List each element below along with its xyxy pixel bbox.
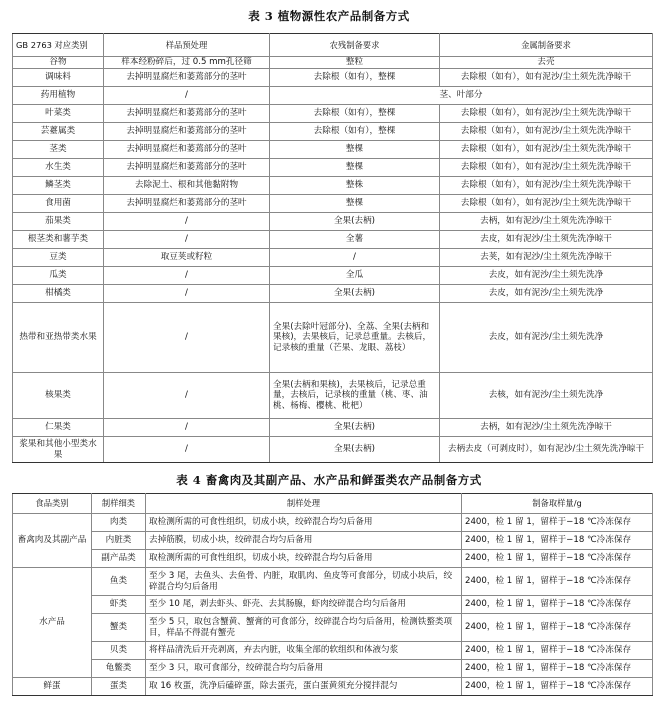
table-row [13, 596, 653, 614]
metal-requirement-cell: 去皮，如有泥沙/尘土须先洗净 [440, 303, 653, 373]
residue-requirement-cell: 全果(去除叶冠部分)、全荔、全果(去柄和果核)，去果核后，记录总重量。去核后，记录核的重量（芒果、龙眼、荔枝） [270, 303, 440, 373]
metal-requirement-cell: 去除根（如有），如有泥沙/尘土须先洗净晾干 [440, 195, 653, 213]
table-row [13, 678, 653, 696]
food-category-cell: 鲜蛋 [13, 678, 92, 696]
table-row [13, 532, 653, 550]
processing-cell: 至少 3 尾，去鱼头、去鱼骨、内脏，取肌肉、鱼皮等可食部分，切成小块后，绞碎混合均匀后备用 [146, 568, 462, 596]
category-cell: 仁果类 [13, 419, 104, 437]
table-row [13, 285, 653, 303]
table-header-row [13, 494, 653, 514]
table-row [13, 660, 653, 678]
pretreatment-cell: 去掉明显腐烂和萎蔫部分的茎叶 [104, 195, 270, 213]
food-category-cell: 水产品 [13, 568, 92, 678]
sample-amount-cell: 2400，检 1 留 1，留样于−18 ℃冷冻保存 [462, 614, 653, 642]
category-cell: 药用植物 [13, 87, 104, 105]
category-cell: 芸薹属类 [13, 123, 104, 141]
table-row [13, 159, 653, 177]
table-row [13, 550, 653, 568]
pretreatment-cell: / [104, 285, 270, 303]
metal-requirement-cell: 去荚，如有泥沙/尘土须先洗净晾干 [440, 249, 653, 267]
column-header: 制备取样量/g [462, 494, 653, 514]
subcategory-cell: 蟹类 [92, 614, 146, 642]
category-cell: 浆果和其他小型类水果 [13, 437, 104, 463]
table-row [13, 373, 653, 419]
column-header: 样品预处理 [104, 34, 270, 57]
column-header: GB 2763 对应类别 [13, 34, 104, 57]
processing-cell: 取 16 枚蛋，洗净后磕碎蛋，除去蛋壳，蛋白蛋黄须充分搅拌混匀 [146, 678, 462, 696]
pretreatment-cell: / [104, 213, 270, 231]
metal-requirement-cell: 去柄去皮（可剥皮时），如有泥沙/尘土须先洗净晾干 [440, 437, 653, 463]
metal-requirement-cell: 去除根（如有），如有泥沙/尘土须先洗净晾干 [440, 141, 653, 159]
pretreatment-cell: 去掉明显腐烂和萎蔫部分的茎叶 [104, 159, 270, 177]
pretreatment-cell: 样本经粉碎后，过 0.5 mm孔径筛 [104, 57, 270, 69]
sample-amount-cell: 2400，检 1 留 1，留样于−18 ℃冷冻保存 [462, 596, 653, 614]
category-cell: 根茎类和薯芋类 [13, 231, 104, 249]
category-cell: 柑橘类 [13, 285, 104, 303]
residue-requirement-cell: 全果(去柄和果核)，去果核后，记录总重量，去核后，记录核的重量（桃、枣、油桃、杨梅、樱桃、枇杷） [270, 373, 440, 419]
sample-amount-cell: 2400，检 1 留 1，留样于−18 ℃冷冻保存 [462, 514, 653, 532]
category-cell: 瓜类 [13, 267, 104, 285]
sample-amount-cell: 2400，检 1 留 1，留样于−18 ℃冷冻保存 [462, 642, 653, 660]
metal-requirement-cell: 去除根（如有），如有泥沙/尘土须先洗净晾干 [440, 123, 653, 141]
sample-amount-cell: 2400，检 1 留 1，留样于−18 ℃冷冻保存 [462, 678, 653, 696]
column-header: 制样处理 [146, 494, 462, 514]
table-row [13, 231, 653, 249]
metal-requirement-cell: 去壳 [440, 57, 653, 69]
processing-cell: 至少 10 尾，剥去虾头、虾壳、去其肠腺，虾肉绞碎混合均匀后备用 [146, 596, 462, 614]
table-row [13, 105, 653, 123]
pretreatment-cell: 去掉明显腐烂和萎蔫部分的茎叶 [104, 105, 270, 123]
food-category-cell: 畜禽肉及其副产品 [13, 514, 92, 568]
pretreatment-cell: 取豆荚或籽粒 [104, 249, 270, 267]
category-cell: 水生类 [13, 159, 104, 177]
table3-plant-products [12, 33, 653, 463]
subcategory-cell: 内脏类 [92, 532, 146, 550]
pretreatment-cell: / [104, 373, 270, 419]
category-cell: 调味料 [13, 69, 104, 87]
subcategory-cell: 龟鳖类 [92, 660, 146, 678]
pretreatment-cell: / [104, 87, 270, 105]
category-cell: 鳞茎类 [13, 177, 104, 195]
merged-requirement-cell: 茎、叶部分 [270, 87, 653, 105]
pretreatment-cell: 去除泥土、根和其他黏附物 [104, 177, 270, 195]
processing-cell: 取检测所需的可食性组织，切成小块，绞碎混合均匀后备用 [146, 550, 462, 568]
metal-requirement-cell: 去皮，如有泥沙/尘土须先洗净晾干 [440, 231, 653, 249]
residue-requirement-cell: 去除根（如有），整棵 [270, 69, 440, 87]
category-cell: 茄果类 [13, 213, 104, 231]
metal-requirement-cell: 去柄，如有泥沙/尘土须先洗净晾干 [440, 419, 653, 437]
table-row [13, 177, 653, 195]
pretreatment-cell: / [104, 267, 270, 285]
subcategory-cell: 虾类 [92, 596, 146, 614]
subcategory-cell: 肉类 [92, 514, 146, 532]
metal-requirement-cell: 去核，如有泥沙/尘土须先洗净 [440, 373, 653, 419]
processing-cell: 去掉筋膜，切成小块，绞碎混合均匀后备用 [146, 532, 462, 550]
table-row [13, 642, 653, 660]
pretreatment-cell: / [104, 419, 270, 437]
residue-requirement-cell: 全瓜 [270, 267, 440, 285]
processing-cell: 至少 3 只，取可食部分，绞碎混合均匀后备用 [146, 660, 462, 678]
metal-requirement-cell: 去柄，如有泥沙/尘土须先洗净晾干 [440, 213, 653, 231]
table-row [13, 303, 653, 373]
table-row [13, 57, 653, 69]
subcategory-cell: 蛋类 [92, 678, 146, 696]
subcategory-cell: 贝类 [92, 642, 146, 660]
table-header-row [13, 34, 653, 57]
sample-amount-cell: 2400，检 1 留 1，留样于−18 ℃冷冻保存 [462, 568, 653, 596]
residue-requirement-cell: 去除根（如有），整棵 [270, 123, 440, 141]
residue-requirement-cell: / [270, 249, 440, 267]
metal-requirement-cell: 去皮，如有泥沙/尘土须先洗净 [440, 285, 653, 303]
category-cell: 豆类 [13, 249, 104, 267]
subcategory-cell: 副产品类 [92, 550, 146, 568]
table3-caption: 表 3 植物源性农产品制备方式 [248, 9, 410, 23]
metal-requirement-cell: 去除根（如有），如有泥沙/尘土须先洗净晾干 [440, 69, 653, 87]
pretreatment-cell: 去掉明显腐烂和萎蔫部分的茎叶 [104, 141, 270, 159]
table-row [13, 69, 653, 87]
table4-animal-products [12, 493, 653, 696]
column-header: 农残制备要求 [270, 34, 440, 57]
residue-requirement-cell: 全果(去柄) [270, 437, 440, 463]
table4-caption: 表 4 畜禽肉及其副产品、水产品和鲜蛋类农产品制备方式 [176, 473, 482, 487]
residue-requirement-cell: 整粒 [270, 57, 440, 69]
table-row [13, 514, 653, 532]
subcategory-cell: 鱼类 [92, 568, 146, 596]
table-row [13, 419, 653, 437]
table-row [13, 123, 653, 141]
residue-requirement-cell: 全果(去柄) [270, 285, 440, 303]
residue-requirement-cell: 整株 [270, 177, 440, 195]
residue-requirement-cell: 去除根（如有），整棵 [270, 105, 440, 123]
table-row [13, 87, 653, 105]
table-row [13, 141, 653, 159]
category-cell: 食用菌 [13, 195, 104, 213]
metal-requirement-cell: 去除根（如有），如有泥沙/尘土须先洗净晾干 [440, 159, 653, 177]
table-row [13, 249, 653, 267]
residue-requirement-cell: 整棵 [270, 159, 440, 177]
table-row [13, 213, 653, 231]
metal-requirement-cell: 去除根（如有），如有泥沙/尘土须先洗净晾干 [440, 177, 653, 195]
processing-cell: 将样品清洗后开壳剥离，弃去内脏，收集全部的软组织和体液匀浆 [146, 642, 462, 660]
column-header: 制样细类 [92, 494, 146, 514]
metal-requirement-cell: 去除根（如有），如有泥沙/尘土须先洗净晾干 [440, 105, 653, 123]
pretreatment-cell: 去掉明显腐烂和萎蔫部分的茎叶 [104, 123, 270, 141]
category-cell: 茎类 [13, 141, 104, 159]
pretreatment-cell: / [104, 231, 270, 249]
column-header: 食品类别 [13, 494, 92, 514]
category-cell: 核果类 [13, 373, 104, 419]
sample-amount-cell: 2400，检 1 留 1，留样于−18 ℃冷冻保存 [462, 532, 653, 550]
table-row [13, 195, 653, 213]
category-cell: 叶菜类 [13, 105, 104, 123]
processing-cell: 取检测所需的可食性组织，切成小块，绞碎混合均匀后备用 [146, 514, 462, 532]
sample-amount-cell: 2400，检 1 留 1，留样于−18 ℃冷冻保存 [462, 550, 653, 568]
metal-requirement-cell: 去皮，如有泥沙/尘土须先洗净 [440, 267, 653, 285]
pretreatment-cell: / [104, 303, 270, 373]
residue-requirement-cell: 整棵 [270, 141, 440, 159]
pretreatment-cell: 去掉明显腐烂和萎蔫部分的茎叶 [104, 69, 270, 87]
processing-cell: 至少 5 只，取包含蟹黄、蟹膏的可食部分，绞碎混合均匀后备用，检测铁螯类项目，样品不得混有蟹壳 [146, 614, 462, 642]
residue-requirement-cell: 整棵 [270, 195, 440, 213]
column-header: 金属制备要求 [440, 34, 653, 57]
residue-requirement-cell: 全薯 [270, 231, 440, 249]
table-row [13, 568, 653, 596]
pretreatment-cell: / [104, 437, 270, 463]
residue-requirement-cell: 全果(去柄) [270, 213, 440, 231]
category-cell: 热带和亚热带类水果 [13, 303, 104, 373]
residue-requirement-cell: 全果(去柄) [270, 419, 440, 437]
table-row [13, 614, 653, 642]
table-row [13, 437, 653, 463]
table-row [13, 267, 653, 285]
category-cell: 谷物 [13, 57, 104, 69]
sample-amount-cell: 2400，检 1 留 1，留样于−18 ℃冷冻保存 [462, 660, 653, 678]
